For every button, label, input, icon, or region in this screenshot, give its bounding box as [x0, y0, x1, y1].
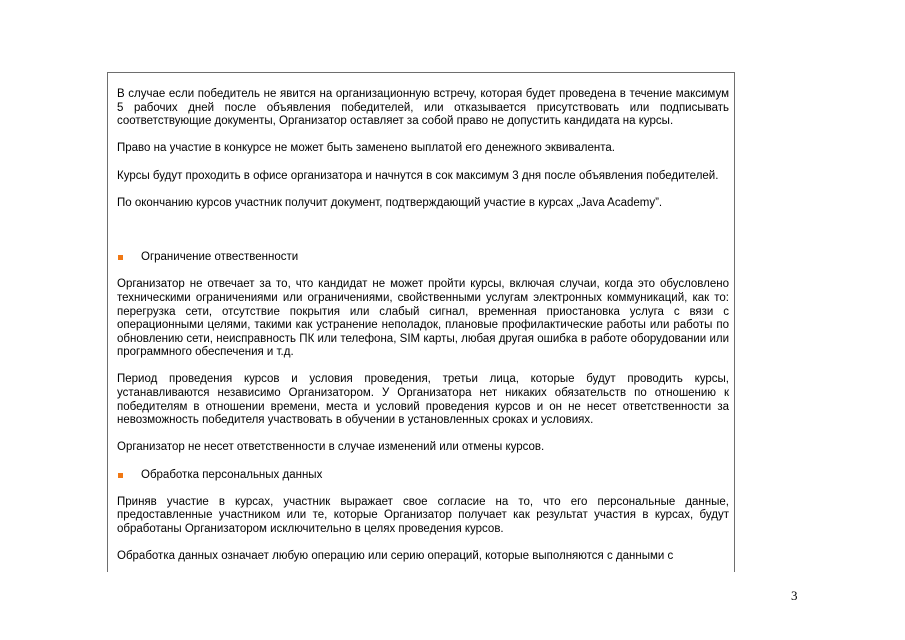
paragraph-certificate: По окончанию курсов участник получит документ, подтверждающий участие в курсах „Java Academy”. [117, 196, 663, 209]
paragraph-course-location: Курсы будут проходить в офисе организатора и начнутся в сок максимум 3 дня после объявления победителей. [117, 169, 719, 182]
paragraph-course-period: Период проведения курсов и условия проведения, третьи лица, которые будут проводить курсы, устанавливаются независимо Организатором. У Организатора нет никаких обязательств по отношению к победителям в отношении времени, места и условий проведения курсов и он не несет ответственности за невозможность победителя участвовать в обучении в установленных сроках и условиях. [117, 373, 729, 427]
paragraph-winner-absence: В случае если победитель не явится на организационную встречу, которая будет проведена в течение максимум 5 рабочих дней после объявления победителей, или отказывается присутствовать или подписывать соответствующие документы, Организатор оставляет за собой право не допустить кандидата на курсы. [117, 88, 729, 128]
section-heading-liability [117, 251, 729, 265]
document-body [117, 88, 729, 572]
page-number: 3 [791, 588, 798, 603]
paragraph-no-cash-equivalent: Право на участие в конкурсе не может быть заменено выплатой его денежного эквивалента. [117, 142, 615, 155]
paragraph-technical-limitations: Организатор не отвечает за то, что кандидат не может пройти курсы, включая случаи, когда это обусловлено техническими ограничениями или ограничениями, свойственными услугам электронных коммуникаций, как то: перегрузка сети, отсутствие покрытия или слабый сигнал, временная приостановка услуга с вязи с операционными целями, такими как устранение неполадок, плановые профилактические работы или работы по обновлению сети, неисправность ПК или телефона, SIM карты, любая другая ошибка в работе оборудовании или программного обеспечения и т.д. [117, 278, 729, 359]
section-heading-personal-data-label: Обработка персональных данных [141, 468, 323, 481]
section-spacer [117, 224, 729, 238]
section-heading-liability-label: Ограничение отвественности [141, 251, 299, 264]
page-frame [107, 72, 735, 572]
orange-square-bullet-icon [118, 255, 123, 260]
orange-square-bullet-icon [118, 473, 123, 478]
paragraph-consent: Приняв участие в курсах, участник выражает свое согласие на то, что его персональные данные, предоставленные участником или те, которые Организатор получает как результат участия в курсах, будут обработаны Организатором исключительно в целях проведения курсов. [117, 495, 729, 535]
paragraph-data-processing: Обработка данных означает любую операцию или серию операций, которые выполняются с данными с [117, 550, 674, 563]
paragraph-course-cancellation: Организатор не несет ответственности в случае изменений или отмены курсов. [117, 441, 545, 454]
section-heading-personal-data [117, 469, 729, 483]
